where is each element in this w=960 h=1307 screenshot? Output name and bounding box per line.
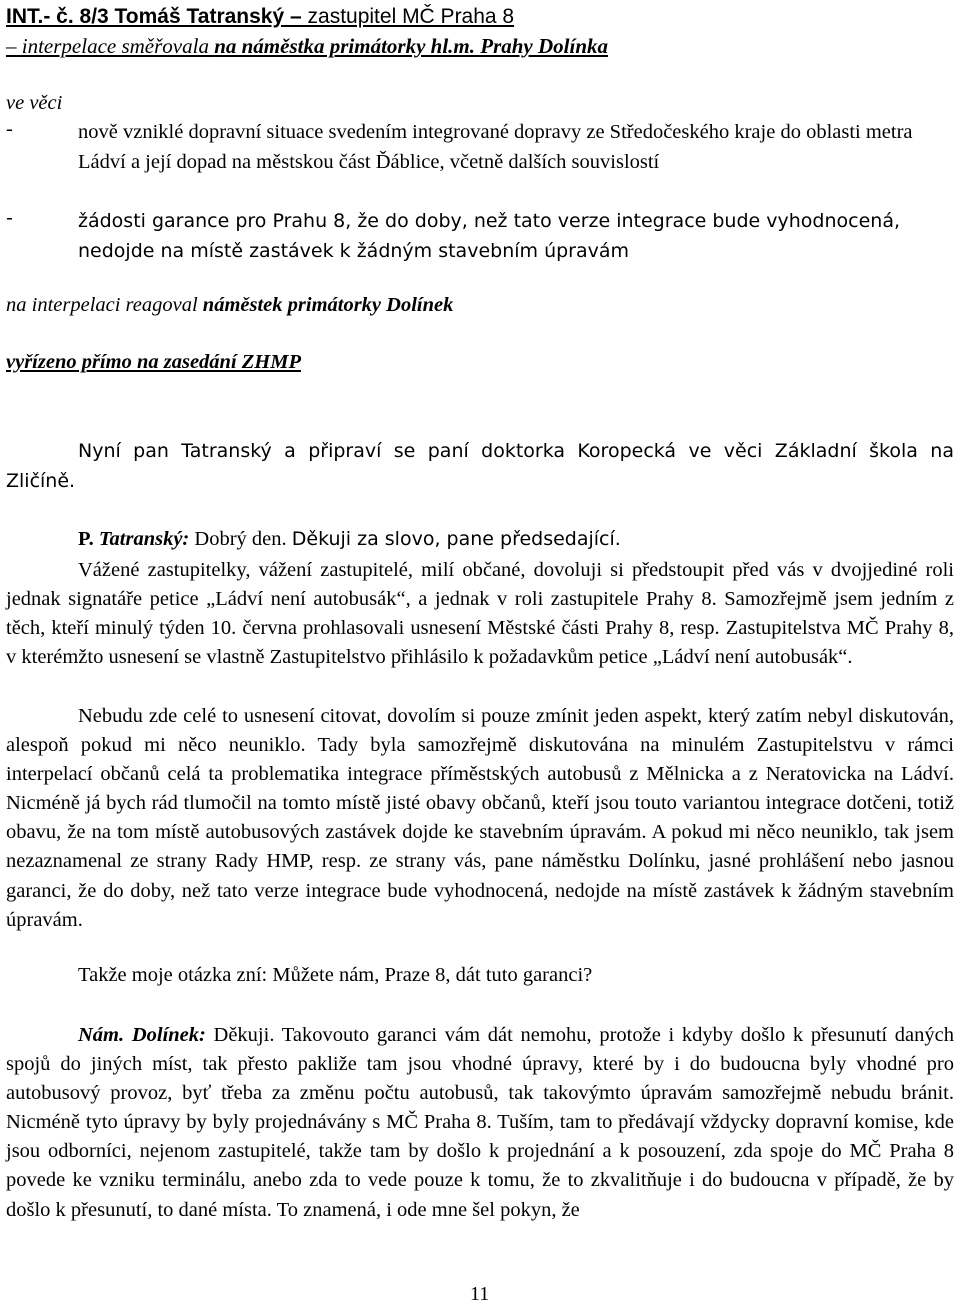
speaker-thanks: Děkuji za slovo, pane předsedající. <box>291 528 621 550</box>
speaker-greeting: Dobrý den. <box>189 528 292 550</box>
header-title-rest: zastupitel MČ Praha 8 <box>307 5 515 28</box>
reaction-person: náměstek primátorky Dolínek <box>202 294 454 316</box>
header-subtitle-b: na náměstka primátorky hl.m. Prahy Dolínka <box>214 34 609 58</box>
header-title-bold: INT.- č. 8/3 Tomáš Tatranský – <box>6 5 308 28</box>
intro-line-2: Zličíně. <box>6 470 76 492</box>
speech2-speaker-name: Dolínek: <box>131 1024 206 1046</box>
speaker-name: Tatranský: <box>98 528 190 550</box>
speech1-paragraph-1: Vážené zastupitelky, vážení zastupitelé, milí občané, dovoluji si předstoupit před vás v dvojjediné roli jednak signatáře petice „Ládví není autobusák“, a jednak v roli zastupitele Prahy 8. Samozřejmě jsem jedním z těch, kteří minulý týden 10. června prohlasovali usnesení Městské části Prahy 8, resp. Zastupitelstva MČ Prahy 8, v kterémžto usnesení se vlastně Zastupitelstvo přihlásilo k požadavkům petice „Ládví není autobusák“. <box>6 559 954 669</box>
resolved-status: vyřízeno přímo na zasedání ZHMP <box>6 351 301 373</box>
speech1-heading <box>78 528 621 551</box>
header-subtitle-a: – interpelace směřovala <box>6 34 215 58</box>
bullet-dash: - <box>6 207 13 229</box>
reaction-prefix: na interpelaci reagoval <box>6 294 203 316</box>
speech1-paragraph-3: Takže moje otázka zní: Můžete nám, Praze 8, dát tuto garanci? <box>78 964 593 986</box>
speech2-paragraph <box>6 1021 954 1225</box>
speech2-thanks: Děkuji. <box>205 1024 282 1046</box>
speaker-prefix: P. <box>78 528 99 550</box>
bullet-text: žádosti garance pro Prahu 8, že do doby, než tato verze integrace bude vyhodnocená, nedojde na místě zastávek k žádným stavebním úpravám <box>78 210 901 262</box>
header-line-1 <box>6 4 514 29</box>
speech2-text: Takovouto garanci vám dát nemohu, protože i kdyby došlo k přesunutí daných spojů do jiných míst, tak přesto pakliže tam jsou vhodné úpravy, které by i do budoucna byly vhodné pro autobusový provoz, byť třeba za změnu počtu autobusů, tak takovýmto úpravám samozřejmě nebudu bránit. Nicméně tyto úpravy by byly projednávány s MČ Praha 8. Tuším, tam to předávají vždycky dopravní komise, kde jsou odborníci, nejenom zastupitelé, takže tam by došlo k projednání a k posouzení, zda spoje do MČ Praha 8 povede ke vzniku terminálu, anebo zda to vede pouze k tomu, že to zkvalitňuje i do budoucna v případě, že by došlo k přesunutí, to dané místa. To znamená, i ode mne šel pokyn, že <box>6 1024 954 1221</box>
subject-label: ve věci <box>6 92 63 114</box>
bullet-text: nově vzniklé dopravní situace svedením integrované dopravy ze Středočeského kraje do oblasti metra Ládví a její dopad na městskou část Ďáblice, včetně dalších souvislostí <box>78 121 913 173</box>
bullet-item-2 <box>6 207 954 267</box>
reaction-line <box>6 294 453 317</box>
page-number: 11 <box>470 1283 490 1305</box>
speech2-speaker-abbr: Nám. <box>78 1024 132 1046</box>
bullet-dash: - <box>6 118 13 140</box>
speech1-paragraph-2: Nebudu zde celé to usnesení citovat, dovolím si pouze zmínit jeden aspekt, který zatím nebyl diskutován, alespoň pokud mi něco neuniklo. Tady byla samozřejmě diskutována na minulém Zastupitelstvu v rámci interpelací občanů celá ta problematika integrace příměstských autobusů z Mělnicka a z Neratovicka na Ládví. Nicméně já bych rád tlumočil na tomto místě jisté obavy občanů, kteří jsou touto variantou integrace dotčeni, totiž obavu, že na tom místě autobusových zastávek dojde ke stavebním úpravám. A pokud mi něco neuniklo, tak jsem nezaznamenal ze strany Rady HMP, resp. ze strany vás, pane náměstku Dolínku, jasné prohlášení nebo jasnou garanci, že do doby, než tato verze integrace bude vyhodnocená, nedojde na místě zastávek k žádným stavebním úpravám. <box>6 705 954 931</box>
header-line-2 <box>6 34 608 59</box>
intro-line-1: Nyní pan Tatranský a připraví se paní doktorka Koropecká ve věci Základní škola na <box>78 440 954 462</box>
bullet-item-1 <box>6 118 954 208</box>
